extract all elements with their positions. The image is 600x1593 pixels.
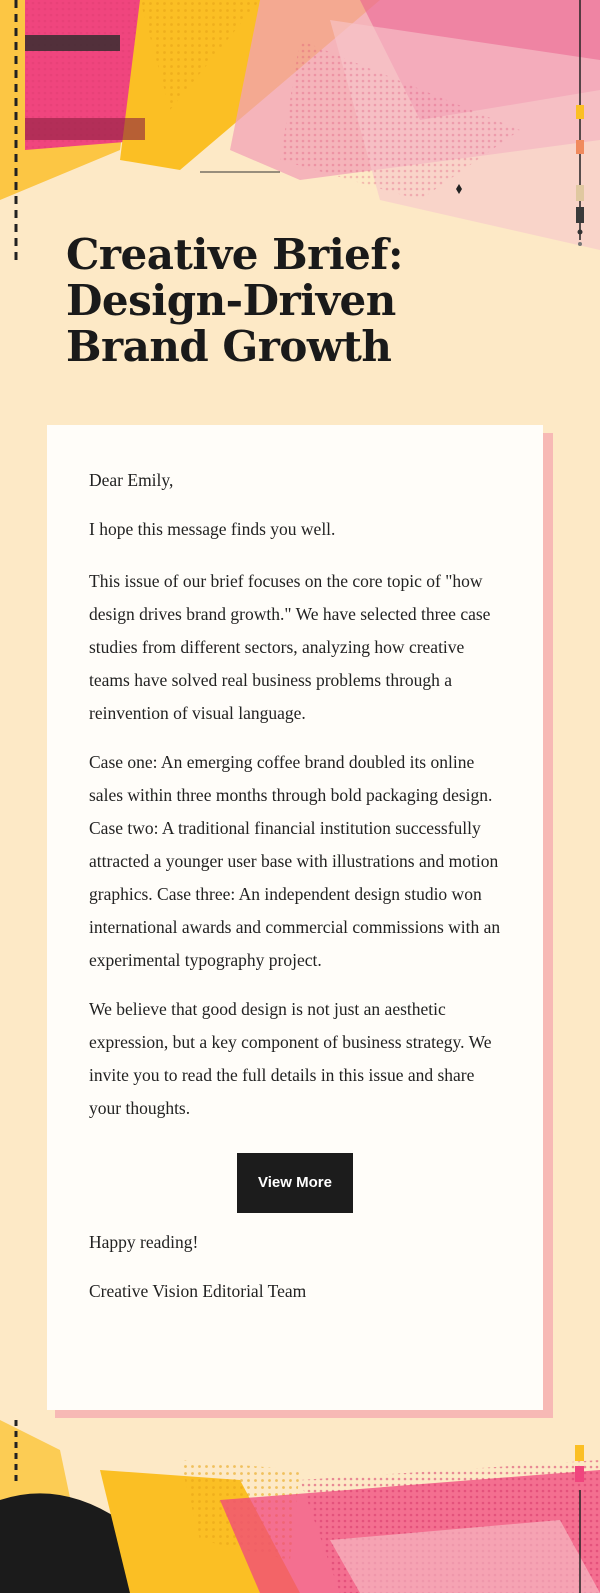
closing-line: Happy reading! [89,1232,199,1252]
newsletter-header [66,232,506,370]
title-line-3: Brand Growth [66,322,392,371]
body-paragraph-2: Case one: An emerging coffee brand doubled its online sales within three months through bold packaging design. Case two: A traditional financial institution successfully attracted a younger user base with illustrations and motion graphics. Case three: An independent design studio won international awards and commercial commissions with an experimental typography project. [89,752,501,970]
view-more-button[interactable]: View More [237,1153,353,1213]
body-paragraph-1: This issue of our brief focuses on the core topic of "how design drives brand growth." We have selected three case studies from different sectors, analyzing how creative teams have solved real business problems through a reinvention of visual language. [89,571,491,723]
page-title [66,232,506,370]
title-line-2: Design-Driven [66,276,396,325]
top-collage-art [0,0,600,265]
title-line-1: Creative Brief: [66,230,403,279]
intro-line: I hope this message finds you well. [89,519,336,539]
letter-card [47,425,543,1410]
signature: Creative Vision Editorial Team [89,1281,307,1301]
greeting: Dear Emily, [89,470,174,490]
body-paragraph-3: We believe that good design is not just an aesthetic expression, but a key component of business strategy. We invite you to read the full details in this issue and share your thoughts. [89,999,492,1118]
bottom-collage-art [0,1420,600,1593]
cta-container [89,1153,501,1213]
